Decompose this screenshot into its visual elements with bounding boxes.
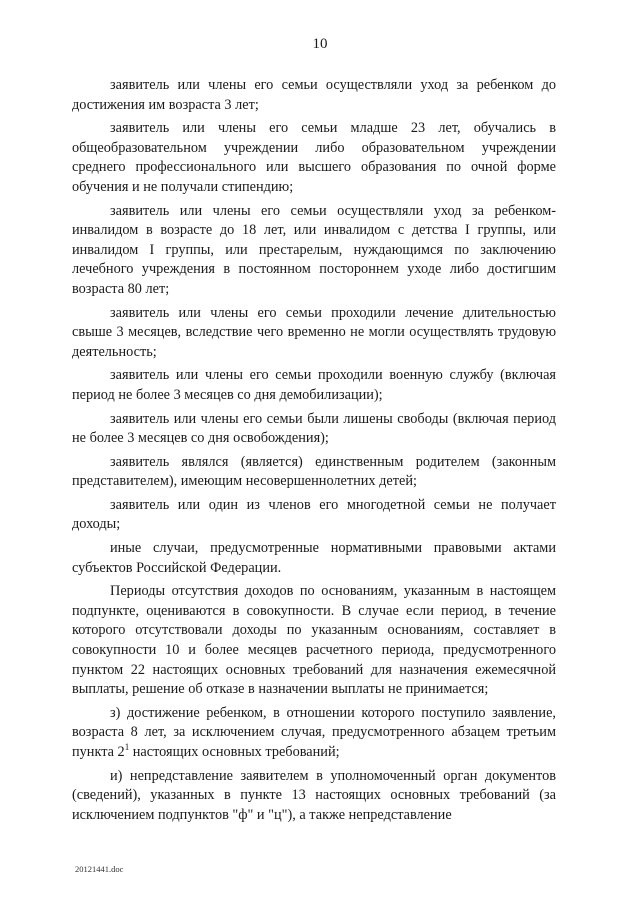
paragraph: заявитель являлся (является) единственным родителем (законным представителем), имеющим несовершеннолетних детей; xyxy=(72,453,556,490)
paragraph: заявитель или члены его семьи проходили лечение длительностью свыше 3 месяцев, вследствие чего временно не могли осуществлять трудовую деятельность; xyxy=(72,304,556,360)
document-body xyxy=(72,76,556,825)
file-name: 20121441.doc xyxy=(75,864,124,874)
page-number: 10 xyxy=(312,36,328,52)
superscript: 1 xyxy=(124,742,130,752)
paragraph: и) непредставление заявителем в уполномоченный орган документов (сведений), указанных в пункте 13 настоящих основных требований (за исключением подпунктов "ф" и "ц"), а также непредставление xyxy=(72,767,556,823)
paragraph-text: з) достижение ребенком, в отношении которого поступило заявление, возраста 8 лет, за исключением случая, предусмотренного абзацем третьим пункта 2 xyxy=(72,704,556,760)
paragraph: иные случаи, предусмотренные нормативными правовыми актами субъектов Российской Федерации. xyxy=(72,540,556,576)
paragraph: заявитель или один из членов его многодетной семьи не получает доходы; xyxy=(72,496,556,533)
paragraph: заявитель или члены его семьи осуществляли уход за ребенком до достижения им возраста 3 лет; xyxy=(72,77,556,113)
paragraph xyxy=(72,704,556,763)
paragraph: заявитель или члены его семьи проходили военную службу (включая период не более 3 месяцев со дня демобилизации); xyxy=(72,367,556,403)
paragraph: заявитель или члены его семьи были лишены свободы (включая период не более 3 месяцев со дня освобождения); xyxy=(72,410,556,447)
paragraph: Периоды отсутствия доходов по основаниям, указанным в настоящем подпункте, оцениваются в совокупности. В случае если период, в течение которого отсутствовали доходы по указанным основаниям, составляет в совокупности 10 и более месяцев расчетного периода, предусмотренного пунктом 22 настоящих основных требований для назначения ежемесячной выплаты, решение об отказе в назначении выплаты не принимается; xyxy=(72,583,556,698)
paragraph: заявитель или члены его семьи младше 23 лет, обучались в общеобразовательном учреждении либо образовательном учреждении среднего профессионального или высшего образования по очной форме обучения и не получали стипендию; xyxy=(72,120,556,195)
paragraph-text: настоящих основных требований; xyxy=(129,744,340,760)
paragraph: заявитель или члены его семьи осуществляли уход за ребенком-инвалидом в возрасте до 18 лет, или инвалидом с детства I группы, или инвалидом I группы, или престарелым, нуждающимся по заключению лечебного учреждения в постоянном постороннем уходе либо достигшим возраста 80 лет; xyxy=(72,202,556,297)
